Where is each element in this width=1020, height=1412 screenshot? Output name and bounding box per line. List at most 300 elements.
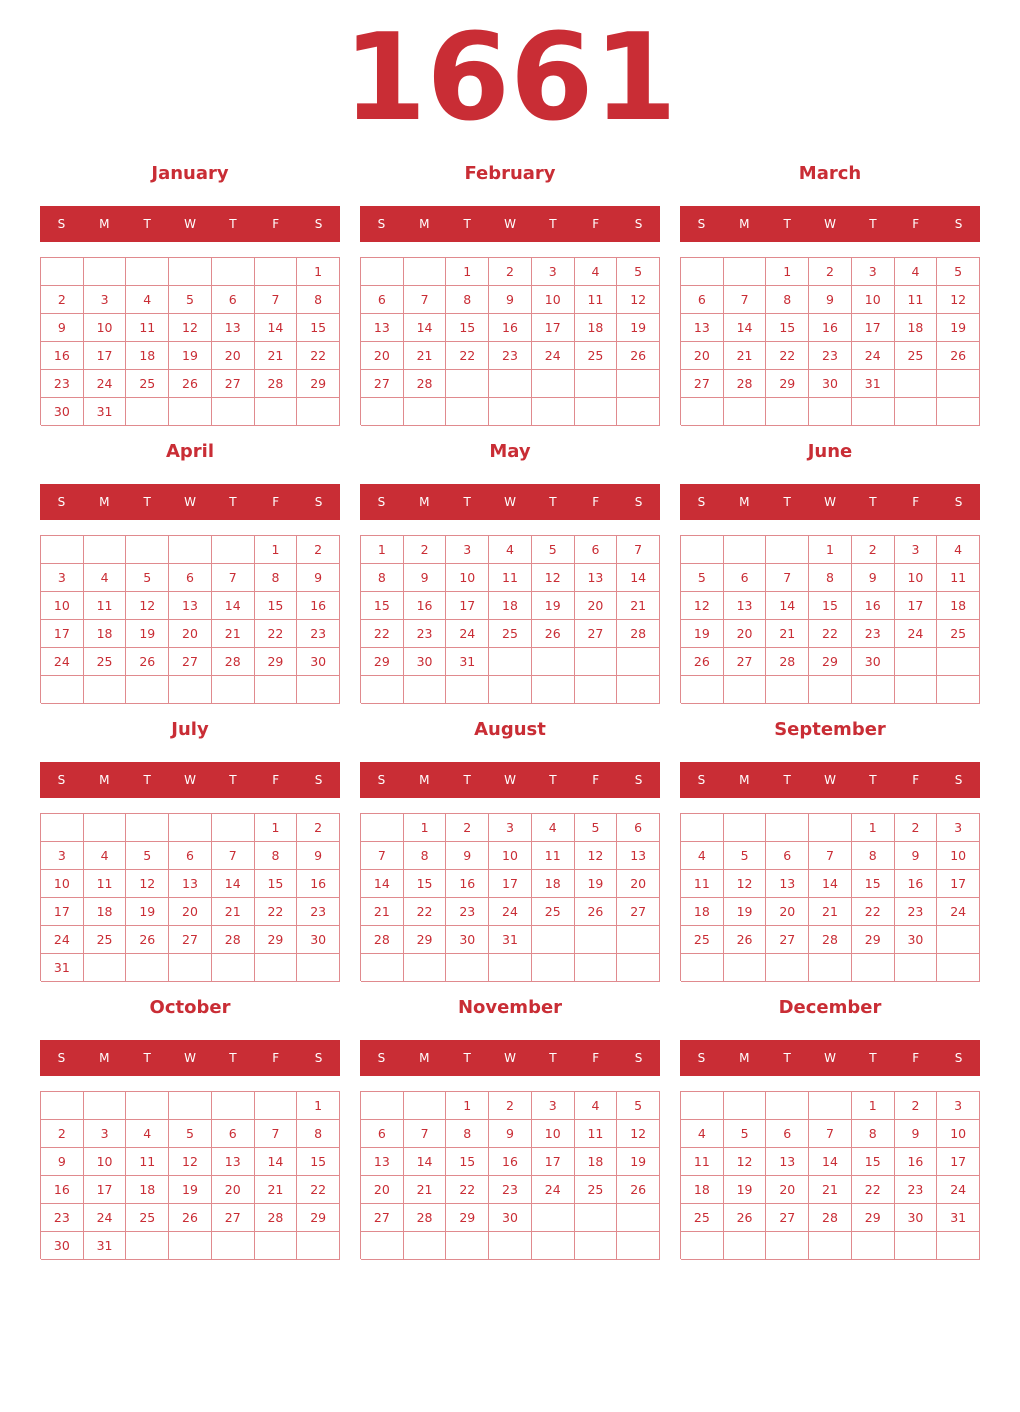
day-cell: 22 xyxy=(852,1176,895,1204)
day-cell: 24 xyxy=(84,1204,127,1232)
empty-cell xyxy=(895,648,938,676)
empty-cell xyxy=(617,398,660,426)
day-cell: 5 xyxy=(724,842,767,870)
month-name: July xyxy=(171,719,209,740)
day-cell: 8 xyxy=(809,564,852,592)
day-grid xyxy=(40,1091,340,1259)
day-cell: 13 xyxy=(681,314,724,342)
day-cell: 31 xyxy=(84,1232,127,1260)
day-cell: 15 xyxy=(297,1148,340,1176)
day-cell: 11 xyxy=(126,1148,169,1176)
empty-cell xyxy=(766,536,809,564)
day-cell: 13 xyxy=(169,592,212,620)
day-cell: 13 xyxy=(617,842,660,870)
day-cell: 18 xyxy=(126,1176,169,1204)
weekday-header xyxy=(360,206,660,242)
weekday-label: T xyxy=(143,1051,151,1065)
month-name: October xyxy=(149,997,231,1018)
day-cell: 3 xyxy=(41,842,84,870)
day-cell: 4 xyxy=(126,1120,169,1148)
empty-cell xyxy=(255,258,298,286)
day-cell: 21 xyxy=(809,1176,852,1204)
day-cell: 9 xyxy=(446,842,489,870)
day-cell: 30 xyxy=(446,926,489,954)
day-cell: 19 xyxy=(681,620,724,648)
day-cell: 29 xyxy=(809,648,852,676)
day-cell: 8 xyxy=(852,842,895,870)
month-name: June xyxy=(807,441,853,462)
day-cell: 26 xyxy=(724,1204,767,1232)
weekday-label: S xyxy=(697,495,706,509)
day-cell: 16 xyxy=(895,870,938,898)
weekday-header xyxy=(360,762,660,798)
day-cell: 9 xyxy=(895,842,938,870)
empty-cell xyxy=(404,1232,447,1260)
weekday-label: F xyxy=(592,773,600,787)
day-grid xyxy=(360,535,660,703)
day-cell: 5 xyxy=(575,814,618,842)
empty-cell xyxy=(212,258,255,286)
day-cell: 12 xyxy=(575,842,618,870)
day-cell: 25 xyxy=(937,620,980,648)
day-cell: 25 xyxy=(126,1204,169,1232)
empty-cell xyxy=(84,1092,127,1120)
weekday-label: S xyxy=(314,217,323,231)
day-cell: 18 xyxy=(681,1176,724,1204)
day-cell: 6 xyxy=(575,536,618,564)
empty-cell xyxy=(41,676,84,704)
day-cell: 14 xyxy=(617,564,660,592)
weekday-label: T xyxy=(869,217,877,231)
day-cell: 24 xyxy=(532,1176,575,1204)
day-cell: 2 xyxy=(852,536,895,564)
day-cell: 13 xyxy=(169,870,212,898)
day-grid xyxy=(680,257,980,425)
empty-cell xyxy=(724,536,767,564)
day-cell: 19 xyxy=(937,314,980,342)
day-cell: 12 xyxy=(617,286,660,314)
day-cell: 8 xyxy=(404,842,447,870)
empty-cell xyxy=(937,676,980,704)
day-cell: 27 xyxy=(575,620,618,648)
weekday-label: W xyxy=(824,217,836,231)
empty-cell xyxy=(681,1232,724,1260)
day-cell: 13 xyxy=(766,870,809,898)
weekday-header xyxy=(680,206,980,242)
day-cell: 9 xyxy=(895,1120,938,1148)
day-grid xyxy=(360,813,660,981)
day-cell: 20 xyxy=(361,342,404,370)
day-cell: 26 xyxy=(681,648,724,676)
empty-cell xyxy=(489,676,532,704)
day-cell: 2 xyxy=(809,258,852,286)
empty-cell xyxy=(255,1092,298,1120)
empty-cell xyxy=(169,954,212,982)
day-cell: 15 xyxy=(404,870,447,898)
day-cell: 7 xyxy=(404,1120,447,1148)
weekday-label: S xyxy=(314,773,323,787)
day-cell: 28 xyxy=(724,370,767,398)
weekday-label: W xyxy=(184,217,196,231)
day-cell: 13 xyxy=(766,1148,809,1176)
day-cell: 8 xyxy=(446,1120,489,1148)
day-cell: 23 xyxy=(404,620,447,648)
weekday-label: F xyxy=(592,495,600,509)
day-cell: 3 xyxy=(489,814,532,842)
empty-cell xyxy=(489,370,532,398)
day-cell: 16 xyxy=(297,592,340,620)
empty-cell xyxy=(724,398,767,426)
empty-cell xyxy=(809,1232,852,1260)
day-cell: 28 xyxy=(255,1204,298,1232)
empty-cell xyxy=(212,1232,255,1260)
day-grid xyxy=(40,535,340,703)
empty-cell xyxy=(212,954,255,982)
day-cell: 6 xyxy=(169,564,212,592)
day-cell: 13 xyxy=(212,314,255,342)
weekday-label: T xyxy=(229,495,237,509)
weekday-label: S xyxy=(314,495,323,509)
day-cell: 3 xyxy=(532,1092,575,1120)
day-cell: 6 xyxy=(212,1120,255,1148)
weekday-label: T xyxy=(463,1051,471,1065)
day-cell: 23 xyxy=(489,1176,532,1204)
day-cell: 19 xyxy=(169,1176,212,1204)
day-cell: 4 xyxy=(489,536,532,564)
weekday-label: S xyxy=(634,773,643,787)
day-cell: 16 xyxy=(895,1148,938,1176)
day-cell: 5 xyxy=(937,258,980,286)
empty-cell xyxy=(575,398,618,426)
day-cell: 9 xyxy=(41,314,84,342)
day-cell: 20 xyxy=(212,1176,255,1204)
day-cell: 2 xyxy=(41,286,84,314)
empty-cell xyxy=(617,370,660,398)
empty-cell xyxy=(809,1092,852,1120)
day-cell: 18 xyxy=(575,1148,618,1176)
day-cell: 19 xyxy=(724,898,767,926)
day-cell: 16 xyxy=(809,314,852,342)
empty-cell xyxy=(724,1092,767,1120)
day-cell: 6 xyxy=(617,814,660,842)
day-cell: 19 xyxy=(724,1176,767,1204)
empty-cell xyxy=(895,370,938,398)
empty-cell xyxy=(575,1204,618,1232)
day-cell: 16 xyxy=(489,1148,532,1176)
day-cell: 13 xyxy=(361,314,404,342)
empty-cell xyxy=(532,398,575,426)
day-cell: 23 xyxy=(895,898,938,926)
day-cell: 29 xyxy=(852,1204,895,1232)
day-cell: 17 xyxy=(852,314,895,342)
day-cell: 21 xyxy=(404,342,447,370)
empty-cell xyxy=(681,954,724,982)
day-cell: 6 xyxy=(724,564,767,592)
day-cell: 26 xyxy=(532,620,575,648)
day-cell: 27 xyxy=(212,370,255,398)
empty-cell xyxy=(446,1232,489,1260)
weekday-label: S xyxy=(697,773,706,787)
empty-cell xyxy=(169,258,212,286)
empty-cell xyxy=(895,1232,938,1260)
weekday-label: W xyxy=(184,495,196,509)
day-cell: 30 xyxy=(489,1204,532,1232)
day-cell: 2 xyxy=(297,814,340,842)
day-cell: 11 xyxy=(84,592,127,620)
day-cell: 11 xyxy=(575,286,618,314)
empty-cell xyxy=(766,398,809,426)
day-cell: 29 xyxy=(404,926,447,954)
day-cell: 14 xyxy=(404,314,447,342)
weekday-label: M xyxy=(99,217,110,231)
weekday-label: T xyxy=(549,1051,557,1065)
empty-cell xyxy=(126,1232,169,1260)
empty-cell xyxy=(489,398,532,426)
day-cell: 19 xyxy=(126,898,169,926)
empty-cell xyxy=(361,1092,404,1120)
day-cell: 3 xyxy=(84,1120,127,1148)
day-cell: 28 xyxy=(361,926,404,954)
weekday-label: M xyxy=(419,495,430,509)
empty-cell xyxy=(41,258,84,286)
day-cell: 13 xyxy=(575,564,618,592)
day-cell: 15 xyxy=(255,870,298,898)
day-cell: 16 xyxy=(41,342,84,370)
day-cell: 11 xyxy=(681,870,724,898)
day-cell: 5 xyxy=(126,564,169,592)
day-cell: 23 xyxy=(809,342,852,370)
day-cell: 21 xyxy=(212,620,255,648)
day-cell: 21 xyxy=(617,592,660,620)
empty-cell xyxy=(937,370,980,398)
weekday-label: F xyxy=(272,217,280,231)
day-cell: 2 xyxy=(895,814,938,842)
day-cell: 18 xyxy=(532,870,575,898)
empty-cell xyxy=(255,676,298,704)
day-cell: 25 xyxy=(681,926,724,954)
weekday-label: T xyxy=(229,773,237,787)
day-cell: 26 xyxy=(126,648,169,676)
day-cell: 27 xyxy=(169,648,212,676)
empty-cell xyxy=(404,954,447,982)
day-cell: 18 xyxy=(126,342,169,370)
day-cell: 9 xyxy=(852,564,895,592)
day-cell: 18 xyxy=(681,898,724,926)
weekday-label: T xyxy=(463,773,471,787)
day-cell: 1 xyxy=(255,536,298,564)
day-cell: 20 xyxy=(169,898,212,926)
empty-cell xyxy=(169,1092,212,1120)
day-cell: 16 xyxy=(489,314,532,342)
empty-cell xyxy=(766,1232,809,1260)
weekday-label: F xyxy=(912,217,920,231)
day-cell: 10 xyxy=(532,286,575,314)
empty-cell xyxy=(681,676,724,704)
empty-cell xyxy=(809,398,852,426)
day-cell: 25 xyxy=(489,620,532,648)
day-cell: 17 xyxy=(84,1176,127,1204)
day-cell: 29 xyxy=(297,1204,340,1232)
empty-cell xyxy=(724,258,767,286)
day-cell: 28 xyxy=(404,370,447,398)
empty-cell xyxy=(766,814,809,842)
day-cell: 19 xyxy=(617,1148,660,1176)
empty-cell xyxy=(852,1232,895,1260)
day-cell: 21 xyxy=(809,898,852,926)
day-cell: 14 xyxy=(809,1148,852,1176)
day-cell: 2 xyxy=(446,814,489,842)
day-cell: 24 xyxy=(446,620,489,648)
day-cell: 15 xyxy=(766,314,809,342)
day-cell: 6 xyxy=(361,1120,404,1148)
weekday-label: F xyxy=(912,1051,920,1065)
day-cell: 17 xyxy=(895,592,938,620)
day-cell: 27 xyxy=(169,926,212,954)
day-cell: 10 xyxy=(895,564,938,592)
weekday-label: W xyxy=(824,495,836,509)
day-cell: 7 xyxy=(766,564,809,592)
day-cell: 14 xyxy=(255,1148,298,1176)
empty-cell xyxy=(532,926,575,954)
weekday-label: S xyxy=(57,217,66,231)
day-cell: 4 xyxy=(575,1092,618,1120)
weekday-label: T xyxy=(783,495,791,509)
day-cell: 22 xyxy=(766,342,809,370)
weekday-label: S xyxy=(377,1051,386,1065)
day-cell: 14 xyxy=(724,314,767,342)
weekday-label: T xyxy=(143,495,151,509)
day-cell: 24 xyxy=(41,926,84,954)
day-cell: 1 xyxy=(446,1092,489,1120)
day-cell: 18 xyxy=(937,592,980,620)
day-cell: 30 xyxy=(41,398,84,426)
empty-cell xyxy=(126,954,169,982)
day-cell: 12 xyxy=(937,286,980,314)
day-cell: 23 xyxy=(895,1176,938,1204)
day-cell: 20 xyxy=(361,1176,404,1204)
empty-cell xyxy=(937,648,980,676)
empty-cell xyxy=(126,676,169,704)
day-cell: 20 xyxy=(617,870,660,898)
day-cell: 25 xyxy=(575,342,618,370)
weekday-label: S xyxy=(954,1051,963,1065)
day-cell: 5 xyxy=(724,1120,767,1148)
day-grid xyxy=(40,813,340,981)
day-cell: 4 xyxy=(895,258,938,286)
day-cell: 2 xyxy=(895,1092,938,1120)
weekday-label: F xyxy=(272,1051,280,1065)
day-cell: 24 xyxy=(937,898,980,926)
weekday-header xyxy=(680,484,980,520)
day-cell: 4 xyxy=(681,1120,724,1148)
day-cell: 11 xyxy=(126,314,169,342)
day-cell: 24 xyxy=(84,370,127,398)
day-cell: 5 xyxy=(681,564,724,592)
empty-cell xyxy=(617,648,660,676)
weekday-label: S xyxy=(634,217,643,231)
day-grid xyxy=(680,1091,980,1259)
day-cell: 24 xyxy=(895,620,938,648)
empty-cell xyxy=(724,676,767,704)
empty-cell xyxy=(84,258,127,286)
day-cell: 4 xyxy=(126,286,169,314)
day-cell: 30 xyxy=(809,370,852,398)
day-cell: 10 xyxy=(937,842,980,870)
day-cell: 29 xyxy=(446,1204,489,1232)
empty-cell xyxy=(126,536,169,564)
month-name: August xyxy=(474,719,546,740)
day-cell: 23 xyxy=(41,1204,84,1232)
empty-cell xyxy=(404,258,447,286)
day-cell: 31 xyxy=(446,648,489,676)
empty-cell xyxy=(404,398,447,426)
day-cell: 15 xyxy=(361,592,404,620)
day-cell: 5 xyxy=(169,1120,212,1148)
day-cell: 18 xyxy=(575,314,618,342)
day-cell: 4 xyxy=(84,842,127,870)
day-cell: 19 xyxy=(532,592,575,620)
empty-cell xyxy=(617,1232,660,1260)
empty-cell xyxy=(617,676,660,704)
day-cell: 27 xyxy=(617,898,660,926)
weekday-label: M xyxy=(99,1051,110,1065)
weekday-label: W xyxy=(184,1051,196,1065)
weekday-label: M xyxy=(419,217,430,231)
weekday-label: T xyxy=(229,1051,237,1065)
weekday-label: F xyxy=(912,495,920,509)
month-name: January xyxy=(151,163,229,184)
day-cell: 14 xyxy=(212,592,255,620)
day-cell: 7 xyxy=(809,1120,852,1148)
empty-cell xyxy=(681,1092,724,1120)
empty-cell xyxy=(766,676,809,704)
day-cell: 11 xyxy=(575,1120,618,1148)
empty-cell xyxy=(446,398,489,426)
day-cell: 15 xyxy=(852,1148,895,1176)
empty-cell xyxy=(489,1232,532,1260)
day-cell: 16 xyxy=(297,870,340,898)
day-grid xyxy=(680,813,980,981)
day-cell: 27 xyxy=(724,648,767,676)
day-cell: 6 xyxy=(212,286,255,314)
day-cell: 21 xyxy=(404,1176,447,1204)
day-cell: 26 xyxy=(169,1204,212,1232)
day-cell: 29 xyxy=(255,648,298,676)
empty-cell xyxy=(809,676,852,704)
day-cell: 10 xyxy=(41,592,84,620)
empty-cell xyxy=(575,648,618,676)
day-cell: 13 xyxy=(212,1148,255,1176)
day-cell: 30 xyxy=(895,1204,938,1232)
day-cell: 16 xyxy=(404,592,447,620)
empty-cell xyxy=(404,1092,447,1120)
empty-cell xyxy=(489,954,532,982)
empty-cell xyxy=(297,398,340,426)
day-cell: 31 xyxy=(852,370,895,398)
day-cell: 3 xyxy=(41,564,84,592)
day-cell: 5 xyxy=(126,842,169,870)
day-cell: 22 xyxy=(852,898,895,926)
month-name: September xyxy=(774,719,886,740)
day-cell: 13 xyxy=(361,1148,404,1176)
day-cell: 15 xyxy=(297,314,340,342)
day-cell: 7 xyxy=(255,1120,298,1148)
day-cell: 25 xyxy=(895,342,938,370)
day-cell: 17 xyxy=(937,870,980,898)
day-cell: 28 xyxy=(766,648,809,676)
day-cell: 11 xyxy=(681,1148,724,1176)
day-cell: 10 xyxy=(489,842,532,870)
